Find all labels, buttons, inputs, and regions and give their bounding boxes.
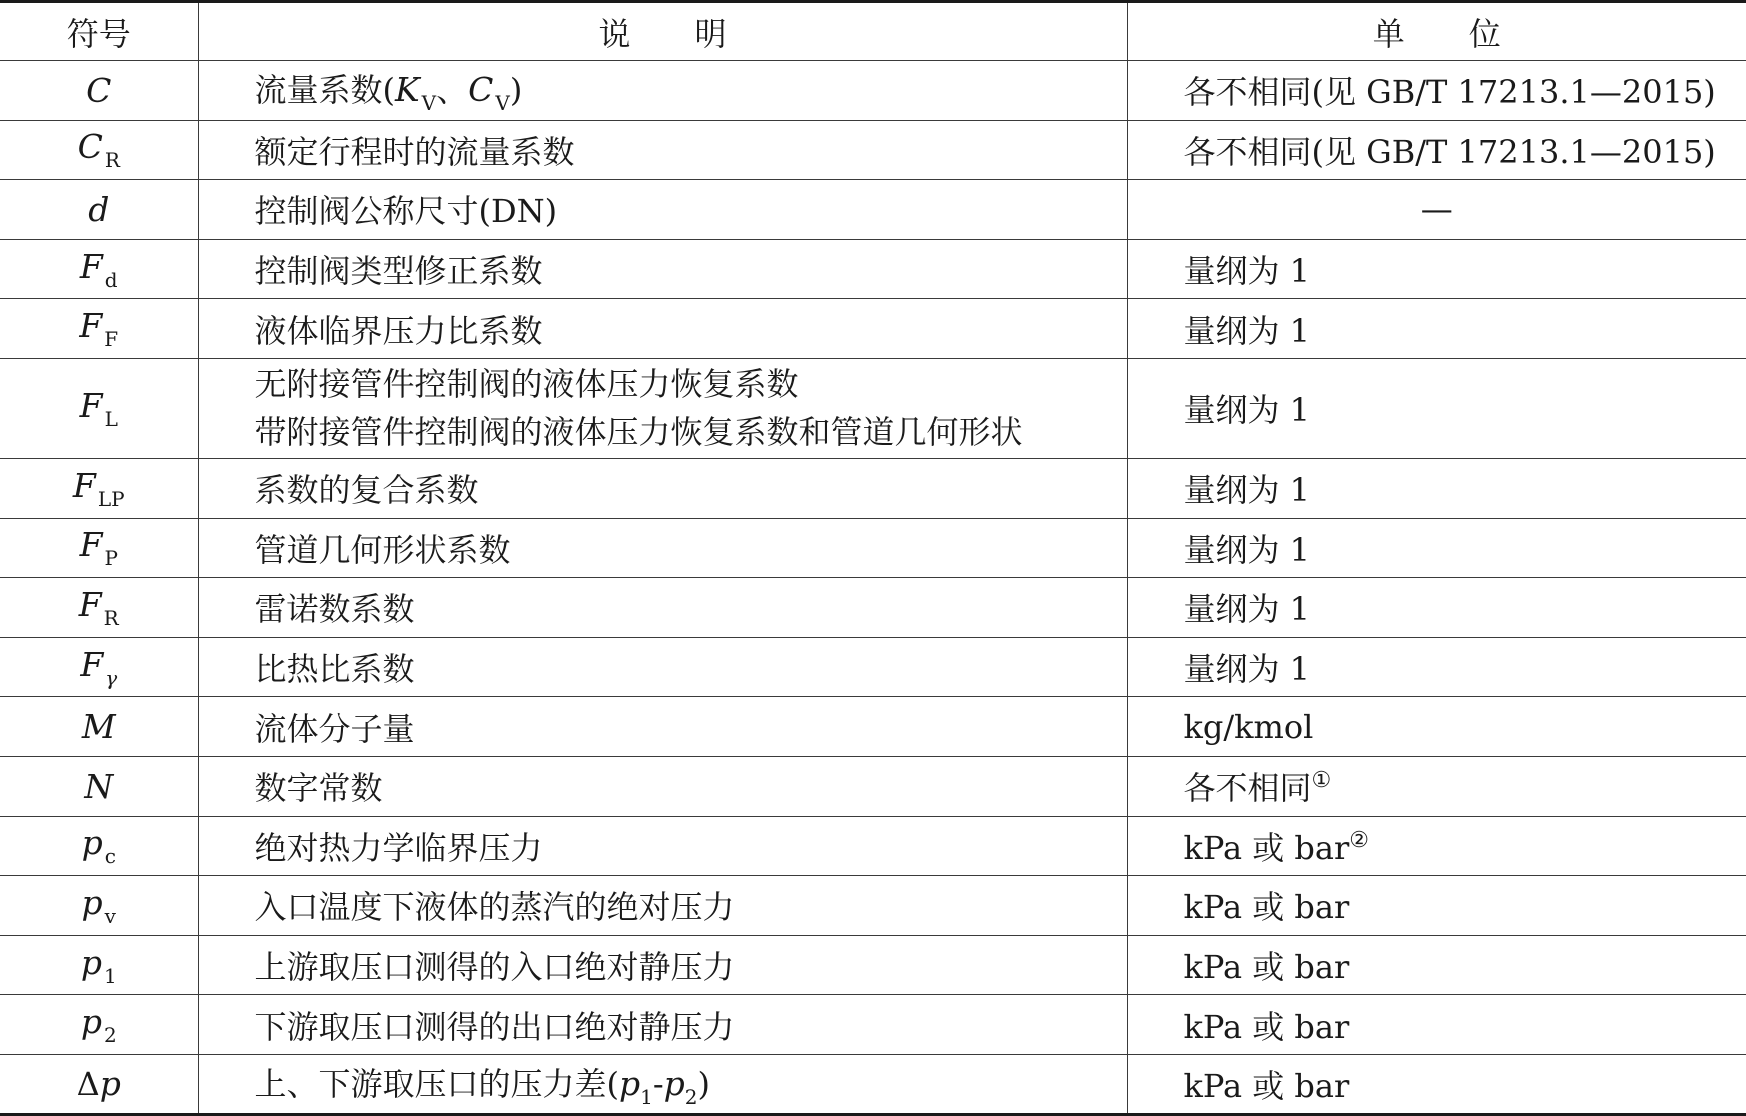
row-unit: kPa 或 bar (1127, 876, 1746, 936)
footnote-mark: ② (1349, 827, 1370, 853)
row-description: 额定行程时的流量系数 (198, 120, 1127, 180)
row-unit: 量纲为 1 (1127, 637, 1746, 697)
row-description: 液体临界压力比系数 (198, 299, 1127, 359)
description-line-2: 带附接管件控制阀的液体压力恢复系数和管道几何形状 (254, 413, 1023, 452)
table-row (0, 61, 1746, 121)
table-row (0, 756, 1746, 816)
footnote-mark: ① (1311, 768, 1332, 794)
row-description: 绝对热力学临界压力 (198, 816, 1127, 876)
row-description: 比热比系数 (198, 637, 1127, 697)
row-symbol: N (0, 756, 198, 816)
table-row (0, 299, 1746, 359)
row-symbol: C $_R$ (0, 120, 198, 180)
row-symbol: F $_d$ (0, 239, 198, 299)
table-row (0, 458, 1746, 518)
row-symbol: F $_{LP}$ (0, 458, 198, 518)
table-row (0, 995, 1746, 1055)
row-unit: 各不相同(见 GB/T 17213.1—2015) (1127, 61, 1746, 121)
row-unit: kPa 或 bar (1127, 995, 1746, 1055)
row-symbol: F $_F$ (0, 299, 198, 359)
table-row (0, 935, 1746, 995)
row-symbol: F $_L$ (0, 358, 198, 458)
row-unit: 量纲为 1 (1127, 578, 1746, 638)
row-symbol: p $_2$ (0, 995, 198, 1055)
table-row (0, 1054, 1746, 1114)
row-description: 上游取压口测得的入口绝对静压力 (198, 935, 1127, 995)
row-symbol: C (0, 61, 198, 121)
table-row (0, 816, 1746, 876)
row-symbol: p $_1$ (0, 935, 198, 995)
row-description: 管道几何形状系数 (198, 518, 1127, 578)
row-unit: kg/kmol (1127, 697, 1746, 757)
row-description: 系数的复合系数 (198, 458, 1127, 518)
header-unit: 单 位 (1127, 2, 1746, 61)
row-symbol: d (0, 180, 198, 240)
row-description: 雷诺数系数 (198, 578, 1127, 638)
table-row (0, 518, 1746, 578)
row-unit: 量纲为 1 (1127, 458, 1746, 518)
table-row (0, 120, 1746, 180)
header-symbol: 符号 (0, 2, 198, 61)
header-description: 说 明 (198, 2, 1127, 61)
row-symbol: p $_v$ (0, 876, 198, 936)
row-description: 控制阀类型修正系数 (198, 239, 1127, 299)
table-row (0, 637, 1746, 697)
table-row (0, 876, 1746, 936)
table-row (0, 358, 1746, 458)
row-unit: — (1127, 180, 1746, 240)
row-description: 流量系数(K $_V$、C $_V$) (198, 61, 1127, 121)
row-symbol: F $_R$ (0, 578, 198, 638)
row-description: 控制阀公称尺寸(DN) (198, 180, 1127, 240)
description-line-1: 无附接管件控制阀的液体压力恢复系数 (254, 365, 799, 404)
row-unit: 各不相同(见 GB/T 17213.1—2015) (1127, 120, 1746, 180)
table-row (0, 697, 1746, 757)
row-description: 上、下游取压口的压力差$(p_1-p_2)$ (198, 1054, 1127, 1114)
row-description (198, 358, 1127, 458)
table-row (0, 239, 1746, 299)
row-unit: 量纲为 1 (1127, 239, 1746, 299)
table-row (0, 180, 1746, 240)
row-description: 流体分子量 (198, 697, 1127, 757)
table-row (0, 578, 1746, 638)
row-unit: kPa 或 bar (1127, 1054, 1746, 1114)
row-unit: kPa 或 bar (1127, 935, 1746, 995)
row-unit: kPa 或 bar② (1127, 816, 1746, 876)
row-unit: 量纲为 1 (1127, 358, 1746, 458)
row-description: 入口温度下液体的蒸汽的绝对压力 (198, 876, 1127, 936)
table-header-row (0, 2, 1746, 61)
row-unit: 量纲为 1 (1127, 518, 1746, 578)
row-description: 下游取压口测得的出口绝对静压力 (198, 995, 1127, 1055)
row-symbol: Δp (0, 1054, 198, 1114)
row-symbol: p $_c$ (0, 816, 198, 876)
row-symbol: F $_P$ (0, 518, 198, 578)
row-unit: 各不相同① (1127, 756, 1746, 816)
row-unit: 量纲为 1 (1127, 299, 1746, 359)
row-symbol: M (0, 697, 198, 757)
row-description: 数字常数 (198, 756, 1127, 816)
row-symbol: F $_\gamma$ (0, 637, 198, 697)
